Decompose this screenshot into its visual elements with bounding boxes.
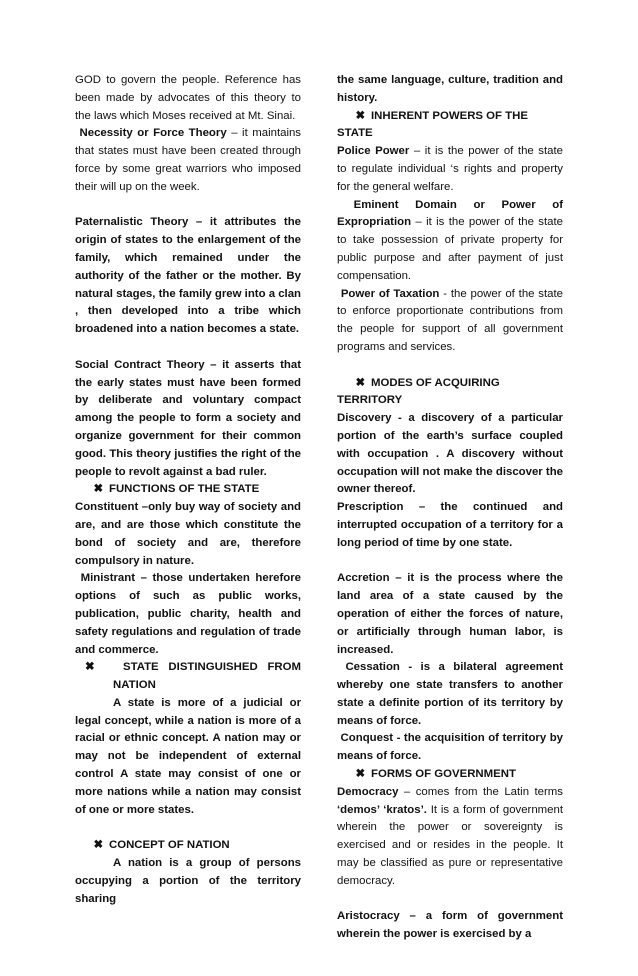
paragraph-concept-nation: A nation is a group of persons occupying a portion of the territory sharing (75, 857, 301, 905)
paragraph-force-theory (75, 125, 301, 196)
heading-state-distinguished: ✖ STATE DISTINGUISHED FROM (75, 659, 301, 677)
paragraph-taxation: Power of Taxation - the power of the state to enforce proportionate contributions from the people for support of all government programs and services. (337, 287, 564, 353)
paragraph-cessation: Cessation - is a bilateral agreement whereby one state transfers to another state a definite portion of its territory by means of force. (337, 661, 564, 727)
heading-forms-government: ✖ FORMS OF GOVERNMENT (337, 766, 563, 784)
paragraph-constituent: Constituent –only buy way of society and are, and are those which constitute the bond of society and are, therefore compulsory in nature. (75, 501, 301, 567)
x-bullet-icon: ✖ (355, 768, 365, 781)
paragraph-social-contract: Social Contract Theory – it asserts that the early states must have been formed by deliberate and voluntary compact among the people to form a society and organize government for their common good. This theory justifies the right of the people to revolt against a bad ruler. (75, 358, 301, 478)
x-bullet-icon: ✖ (355, 376, 365, 389)
x-bullet-icon: ✖ (93, 839, 103, 852)
paragraph-conquest: Conquest - the acquisition of territory by means of force. (337, 732, 564, 763)
paragraph-aristocracy: Aristocracy – a form of government wherein the power is exercised by a (337, 910, 563, 941)
paragraph-state-vs-nation: A state is more of a judicial or legal concept, while a nation is more of a racial or ethnic concept. A nation may or may not be independent of external control A state may consist of one or more nations while a nation may consist of one or more states. (75, 696, 301, 816)
x-bullet-icon: ✖ (85, 661, 95, 674)
heading-state-distinguished-cont: NATION (113, 679, 156, 692)
force-theory-title: Necessity or Force Theory (79, 127, 227, 140)
heading-modes-territory: ✖ MODES OF ACQUIRING TERRITORY (337, 376, 500, 407)
x-bullet-icon: ✖ (355, 109, 365, 122)
force-theory-body: – it maintains that states must have been created through force by some great warriors who imposed their will up on the week. (75, 127, 302, 193)
paragraph-prescription: Prescription – the continued and interrupted occupation of a territory for a long period of time by one state. (337, 501, 563, 549)
heading-concept-of-nation: ✖ CONCEPT OF NATION (75, 837, 301, 855)
left-column (75, 72, 301, 908)
heading-functions-of-state: ✖ FUNCTIONS OF THE STATE (75, 481, 301, 499)
paragraph-divine-right: GOD to govern the people. Reference has been made by advocates of this theory to the laws which Moses received at Mt. Sinai. (75, 74, 301, 122)
right-column (337, 72, 563, 944)
paragraph-police-power: Police Power – it is the power of the state to regulate individual ‘s rights and property for the general welfare. (337, 145, 563, 193)
heading-inherent-powers: ✖ INHERENT POWERS OF THE STATE (337, 109, 528, 140)
paragraph-paternalistic-theory: Paternalistic Theory – it attributes the origin of states to the enlargement of the family, which remained under the authority of the father or the mother. By natural stages, the family grew into a clan , then developed into a tribe which broadened into a nation becomes a state. (75, 216, 301, 336)
paragraph-discovery: Discovery - a discovery of a particular portion of the earth’s surface coupled with occupation . A discovery without occupation will not make the discover the owner thereof. (337, 412, 563, 496)
paragraph-democracy: Democracy – comes from the Latin terms ‘demos’ ‘kratos’. It is a form of government wherein the power or sovereignty is exercised and or resides in the people. It may be classified as pure or representative democracy. (337, 785, 564, 887)
paragraph-accretion: Accretion – it is the process where the land area of a state caused by the operation of either the forces of nature, or artificially through human labor, is increased. (337, 572, 563, 656)
paragraph-continued: the same language, culture, tradition and history. (337, 74, 563, 104)
paragraph-eminent-domain: Eminent Domain or Power of Expropriation – it is the power of the state to take possession of private property for public purpose and after payment of just compensation. (337, 198, 563, 282)
x-bullet-icon: ✖ (93, 483, 103, 496)
paragraph-ministrant: Ministrant – those undertaken herefore options of such as public works, publication, public charity, health and safety regulations and regulation of trade and commerce. (75, 572, 301, 656)
